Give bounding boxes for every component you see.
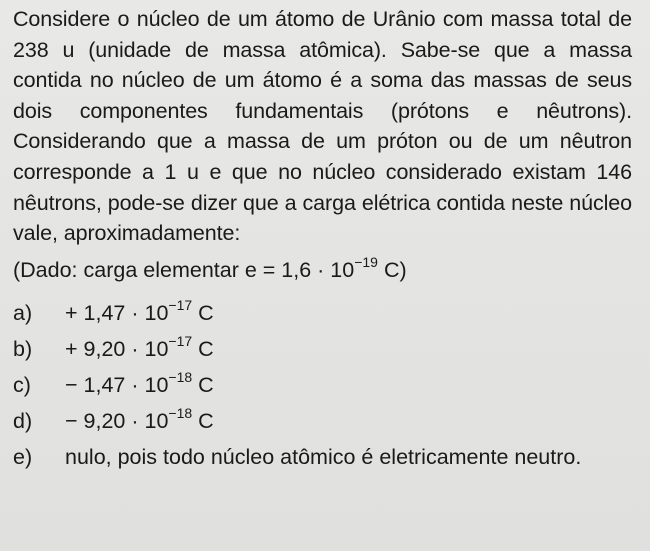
option-exponent: −18 [168, 369, 193, 386]
data-note-exponent: −19 [354, 253, 378, 270]
option-unit: C [192, 409, 214, 434]
option-unit: C [192, 337, 214, 362]
option-exponent: −17 [168, 297, 193, 314]
data-note-prefix: (Dado: carga elementar e = 1,6 · 10 [13, 257, 355, 282]
option-value [65, 295, 632, 331]
option-unit: C [192, 373, 214, 398]
option-letter: d) [13, 409, 33, 434]
option-value: nulo, pois todo núcleo atômico é eletricamente neutro. [65, 445, 582, 470]
option-b[interactable] [13, 331, 632, 367]
option-value [65, 403, 632, 439]
option-mantissa: + 9,20 · 10 [65, 337, 169, 362]
option-c[interactable] [13, 367, 632, 403]
option-exponent: −17 [168, 333, 193, 350]
option-letter: e) [13, 445, 33, 470]
option-d[interactable] [13, 403, 632, 439]
option-a[interactable] [13, 295, 632, 331]
option-letter: c) [13, 373, 31, 398]
option-mantissa: − 9,20 · 10 [65, 409, 169, 434]
option-value [65, 331, 632, 367]
option-letter: a) [13, 301, 33, 326]
answer-options [13, 295, 632, 475]
option-value [65, 367, 632, 403]
option-mantissa: − 1,47 · 10 [65, 373, 169, 398]
option-e[interactable] [13, 439, 632, 475]
data-note [13, 255, 632, 286]
question-text: Considere o núcleo de um átomo de Urânio com massa total de 238 u (unidade de massa atômica). Sabe-se que a massa contida no núcleo de um átomo é a soma das massas de seus dois componentes fundamentais (prótons e nêutrons). Considerando que a massa de um próton ou de um nêutron corresponde a 1 u e que no núcleo considerado existam 146 nêutrons, pode-se dizer que a carga elétrica contida neste núcleo vale, aproximadamente: [13, 7, 632, 246]
option-exponent: −18 [168, 405, 193, 422]
option-unit: C [192, 301, 214, 326]
data-note-suffix: C) [377, 257, 407, 282]
option-mantissa: + 1,47 · 10 [65, 301, 169, 326]
option-letter: b) [13, 337, 33, 362]
